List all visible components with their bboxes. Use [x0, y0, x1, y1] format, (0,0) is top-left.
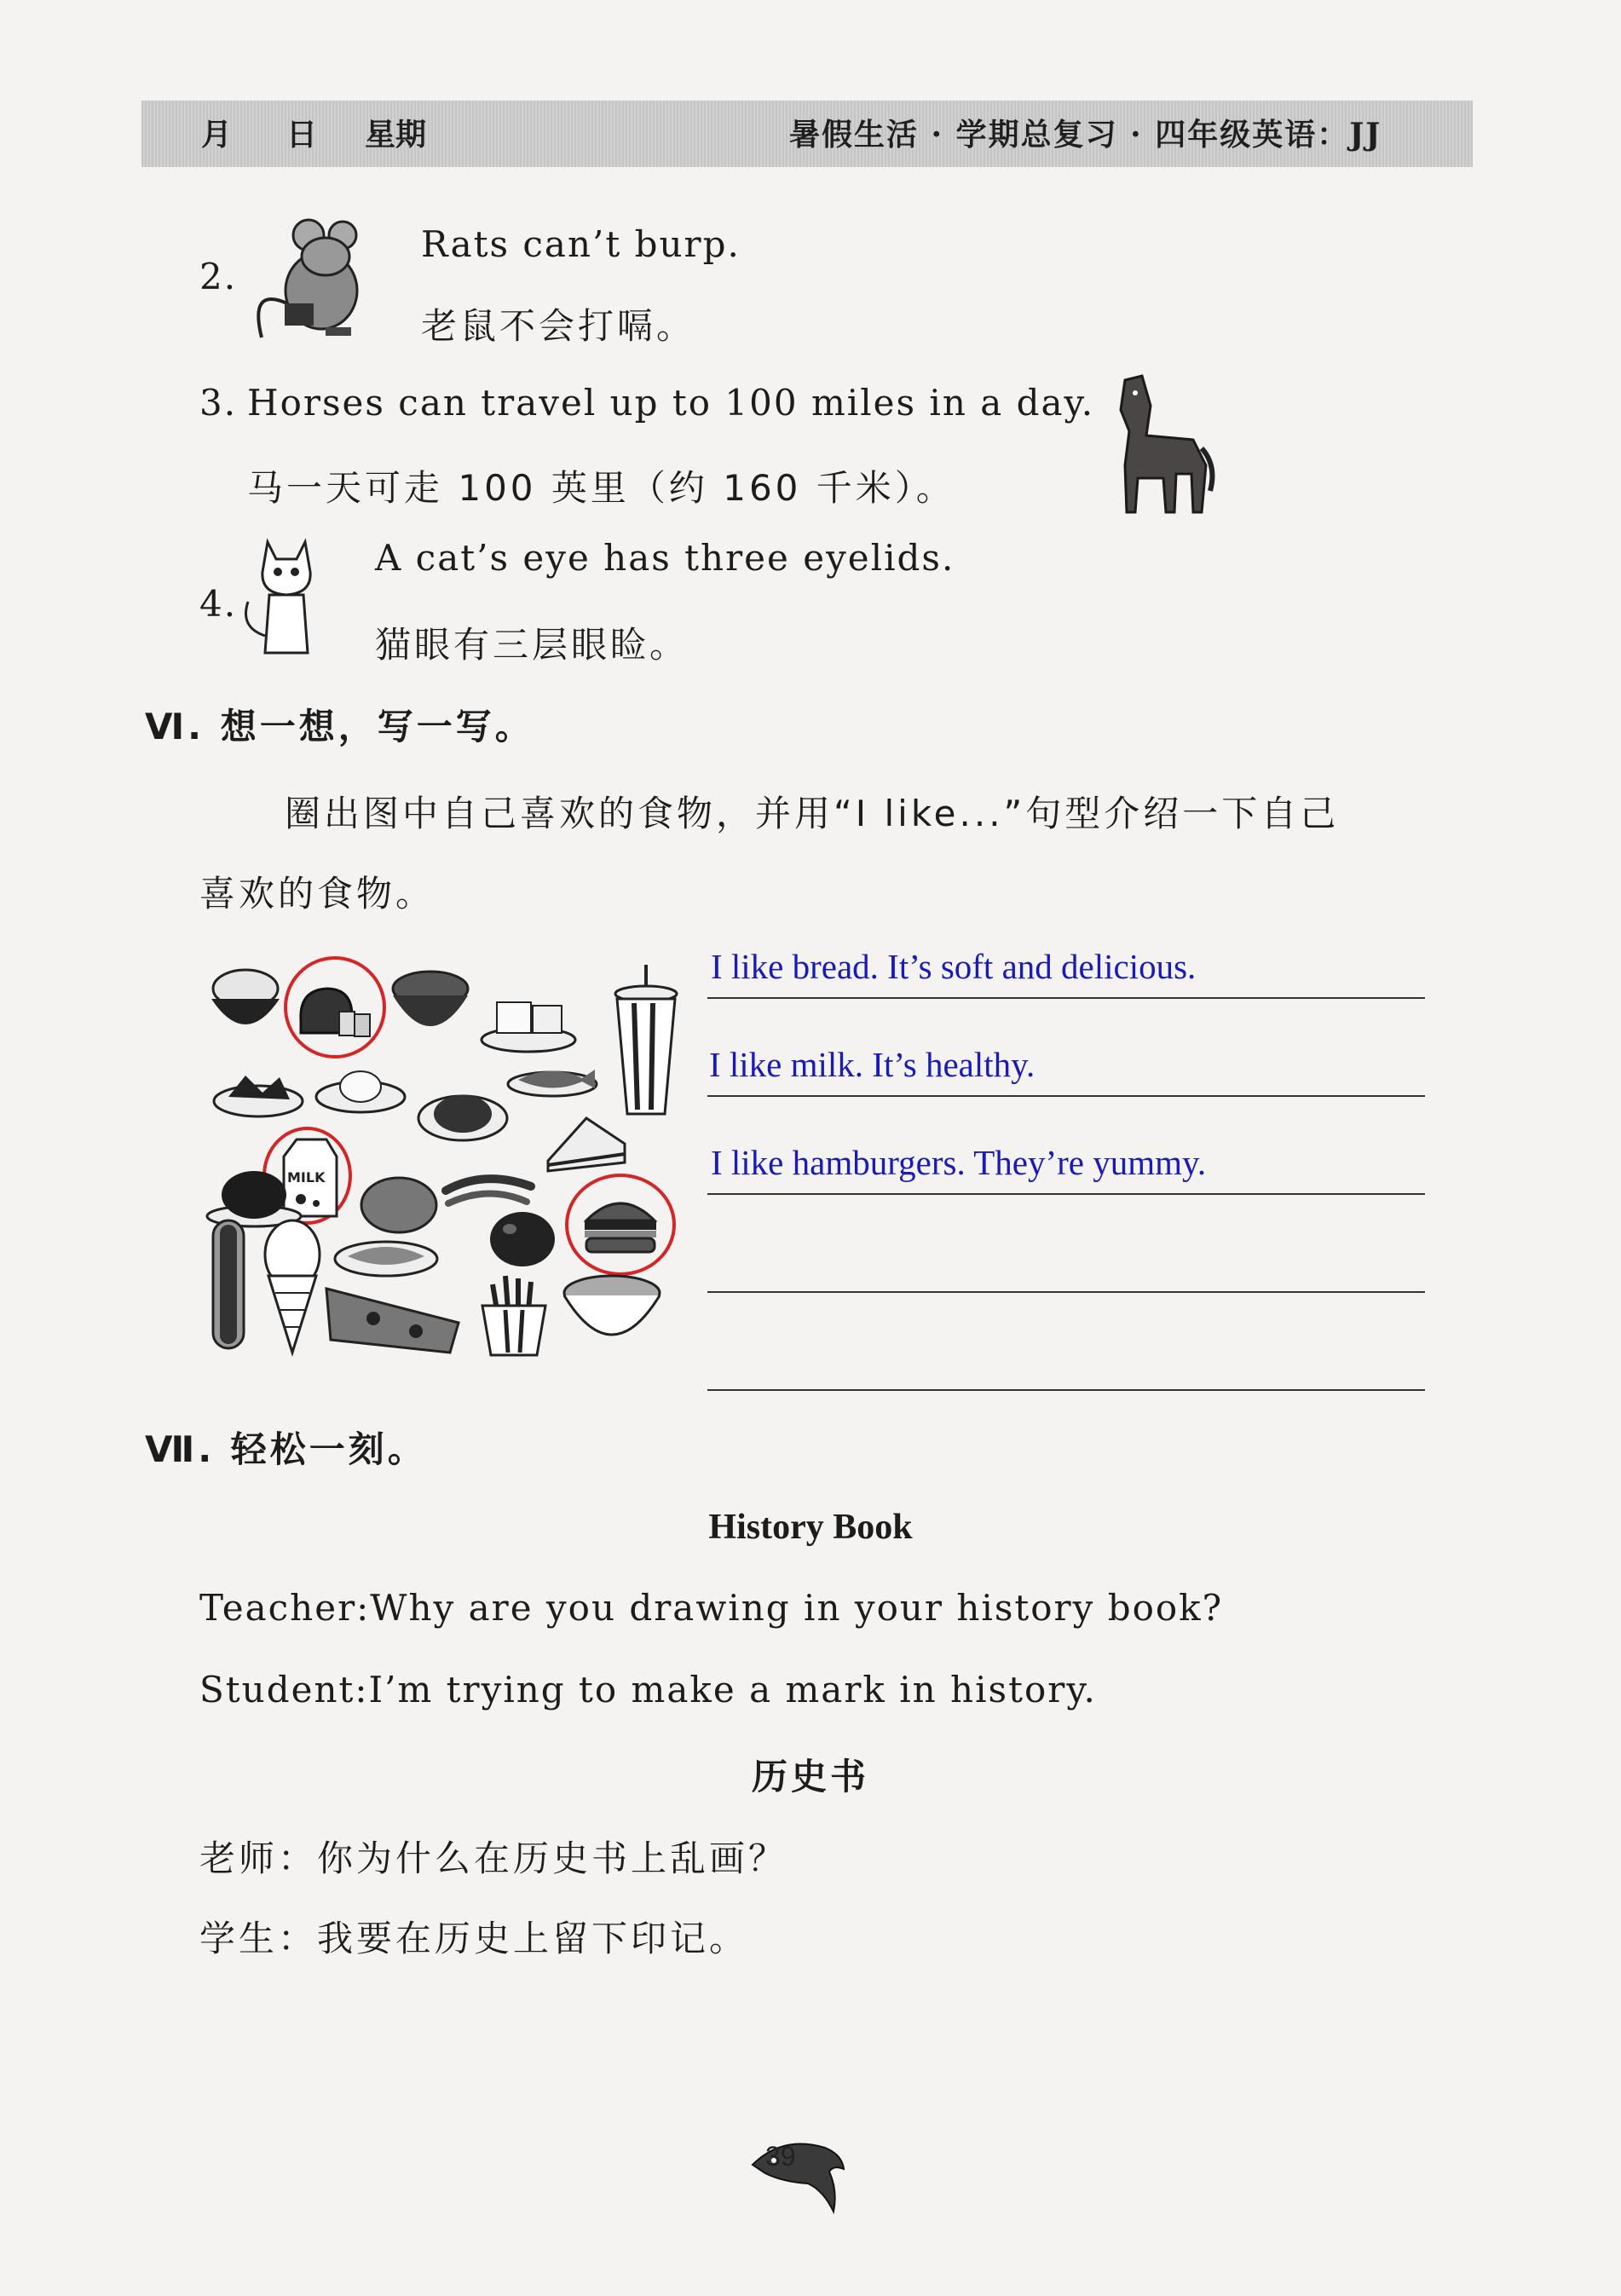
egg-plate-icon [314, 1063, 407, 1118]
horse-icon [1099, 372, 1219, 516]
fries-icon [476, 1272, 552, 1357]
fact-number: 2. [199, 256, 238, 297]
ice-cream-icon [258, 1212, 326, 1357]
dialogue-line: 老师：你为什么在历史书上乱画？ [199, 1837, 788, 1879]
dolphin-icon [748, 2131, 851, 2216]
header-weekday: 星期 [365, 117, 427, 153]
header-day: 日 [286, 117, 318, 153]
answer-line [707, 1389, 1425, 1391]
instruction-line: 喜欢的食物。 [199, 873, 436, 914]
answer-text: I like hamburgers. They’re yummy. [711, 1143, 1207, 1182]
answer-line [707, 997, 1425, 999]
soda-cup-icon [612, 965, 680, 1118]
answer-line [707, 1193, 1425, 1195]
answer-line [707, 1291, 1425, 1293]
header-series: 暑假生活 · 学期总复习 · 四年级英语：JJ [789, 117, 1382, 153]
fact-number: 4. [199, 583, 238, 625]
fact-chinese: 马一天可走 100 英里（约 160 千米）。 [247, 467, 955, 509]
page-header [141, 101, 1473, 167]
dialogue-line: Teacher:Why are you drawing in your history book? [199, 1587, 1224, 1629]
fact-number: 3. [199, 382, 238, 424]
meat-plate-icon [416, 1076, 510, 1148]
bread-icon [292, 973, 378, 1041]
pizza-icon [322, 1272, 467, 1357]
hamburger-icon [578, 1191, 663, 1259]
fact-chinese: 猫眼有三层眼睑。 [375, 624, 689, 666]
soup-bowl-icon [561, 1272, 663, 1348]
page-number: 39 [765, 2141, 796, 2172]
fact-english: A cat’s eye has three eyelids. [375, 537, 955, 579]
food-illustration [203, 948, 680, 1357]
answer-line [707, 1095, 1425, 1097]
tofu-plate-icon [480, 990, 578, 1054]
rice-bowl-icon [207, 965, 284, 1037]
hotdog-icon [203, 1216, 254, 1353]
fact-chinese: 老鼠不会打嗝。 [421, 305, 696, 347]
milk-label: MILK [287, 1169, 326, 1185]
rat-icon [240, 210, 385, 346]
answer-text: I like milk. It’s healthy. [709, 1045, 1035, 1084]
potato-icon [356, 1169, 441, 1237]
answer-text: I like bread. It’s soft and delicious. [711, 947, 1197, 986]
fish-plate-icon [505, 1054, 599, 1101]
dialogue-line: Student:I’m trying to make a mark in history. [199, 1669, 1097, 1710]
sandwich-icon [544, 1110, 629, 1178]
vegetable-plate-icon [211, 1067, 305, 1127]
tomato-icon [484, 1203, 561, 1272]
section-6-title: Ⅵ. 想一想，写一写。 [145, 706, 534, 747]
story-title-english: History Book [708, 1508, 913, 1547]
fact-english: Horses can travel up to 100 miles in a day. [247, 382, 1095, 424]
cat-icon [235, 534, 337, 661]
section-7-title: Ⅶ. 轻松一刻。 [145, 1428, 427, 1470]
dialogue-line: 学生：我要在历史上留下印记。 [199, 1918, 749, 1959]
story-title-chinese: 历史书 [751, 1756, 869, 1797]
instruction-line: 圈出图中自己喜欢的食物，并用“I like...”句型介绍一下自己 [285, 793, 1340, 834]
noodle-bowl-icon [386, 963, 476, 1036]
header-month: 月 [201, 117, 233, 153]
fact-english: Rats can’t burp. [421, 223, 741, 265]
